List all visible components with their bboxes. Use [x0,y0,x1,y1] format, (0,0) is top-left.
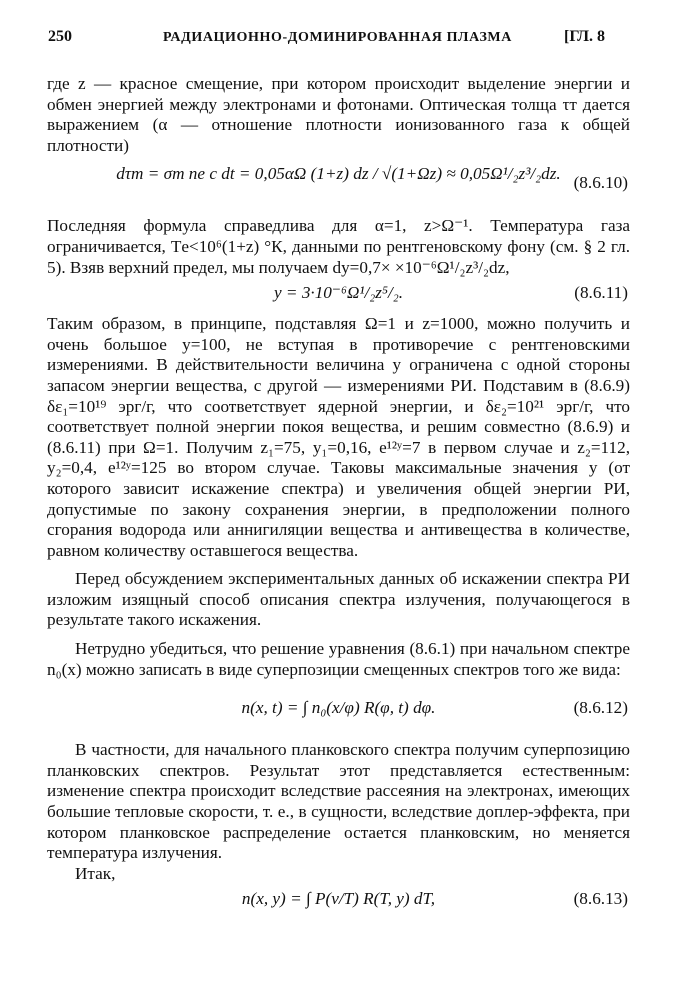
paragraph: Итак, [75,863,116,883]
page-number: 250 [48,28,72,45]
equation-formula: y = 3·10⁻⁶Ω¹/₂z⁵/₂. [274,283,403,303]
equation-number: (8.6.10) [573,173,628,193]
equation [47,283,630,309]
equation-formula: dτт = σт nе c dt = 0,05αΩ (1+z) dz / √(1+Ωz) ≈ 0,05Ω¹/₂z³/₂dz. [116,164,561,184]
equation [47,688,630,732]
page-body [47,74,630,920]
paragraph: Таким образом, в принципе, подставляя Ω=1 и z=1000, можно получить и очень большое y=100, не вступая в противоречие с рентгеновскими измерениями. В действительности величина y ограничена с одной стороны запасом энергии вещества, с другой — измерениями РИ. Подставим в (8.6.9) δε₁=10¹⁹ эрг/г, что соответствует ядерной энергии, и δε₂=10²¹ эрг/г, что соответствует полной энергии покоя вещества, и решим совместно (8.6.9) и (8.6.11) при Ω=1. Получим z₁=75, y₁=0,16, e¹²ʸ=7 в первом случае и z₂=112, y₂=0,4, e¹²ʸ=125 во втором случае. Таковы максимальные значения y (от которого зависит искажение спектра) и увеличения общей энергии РИ, допустимые по закону сохранения энергии, в предположении полного сгорания водорода или аннигиляции вещества и антивещества в количестве, равном количеству оставшегося вещества. [47,314,630,560]
equation-formula: n(x, t) = ∫ n₀(x/φ) R(φ, t) dφ. [241,698,436,718]
paragraph: Нетрудно убедиться, что решение уравнения (8.6.1) при начальном спектре n₀(x) можно записать в виде суперпозиции смещенных спектров того же вида: [47,639,630,679]
equation-formula: n(x, y) = ∫ P(ν/T) R(T, y) dT, [241,889,436,909]
equation-number: (8.6.13) [573,889,628,909]
paragraph: где z — красное смещение, при котором происходит выделение энергии и обмен энергией между электронами и фотонами. Оптическая толща τт дается выражением (α — отношение плотности ионизованного газа к общей плотности) [47,74,630,155]
paragraph: Перед обсуждением экспериментальных данных об искажении спектра РИ изложим изящный способ описания спектра излучения, получающегося в результате такого искажения. [47,569,630,630]
running-title: РАДИАЦИОННО-ДОМИНИРОВАННАЯ ПЛАЗМА [163,30,512,45]
equation [47,164,630,208]
equation-number: (8.6.11) [574,283,628,303]
chapter-label: [ГЛ. 8 [563,28,605,45]
equation-number: (8.6.12) [573,698,628,718]
page-header [40,28,635,52]
paragraph: Последняя формула справедлива для α=1, z>Ω⁻¹. Температура газа ограничивается, Tе<10⁶(1+z) °К, данными по рентгеновскому фону (см. § 2 гл. 5). Взяв верхний предел, мы получаем dy=0,7× ×10⁻⁶Ω¹/₂z³/₂dz, [47,216,630,277]
paragraph: В частности, для начального планковского спектра получим суперпозицию планковских спектров. Результат этот представляется естественным: изменение спектра происходит вследствие рассеяния на электронах, имеющих большие тепловые скорости, т. е., в сущности, вследствие доплер-эффекта, при котором планковское распределение остается планковским, но меняется температура излучения. [47,740,630,863]
equation [47,889,630,915]
